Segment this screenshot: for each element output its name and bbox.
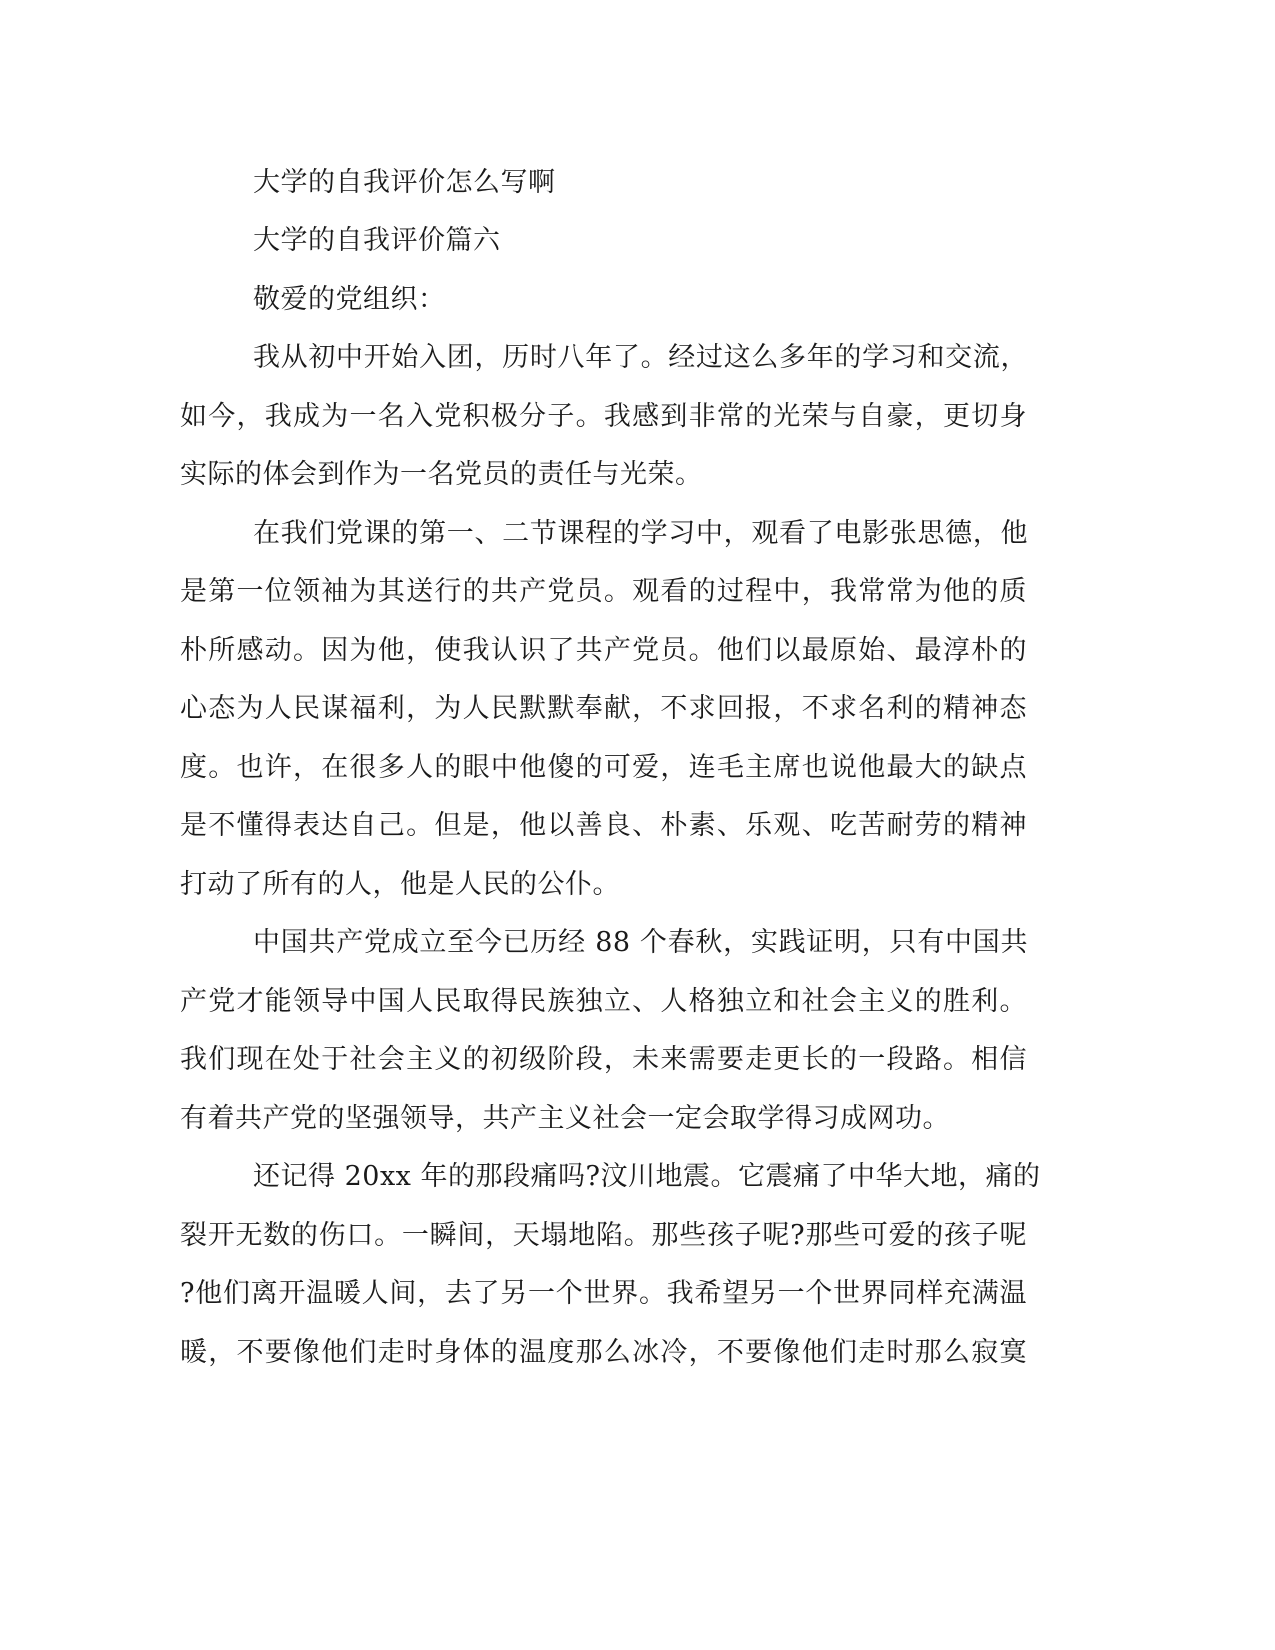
document-subtitle: 大学的自我评价篇六 xyxy=(253,225,501,256)
paragraph-line: 还记得 20xx 年的那段痛吗?汶川地震。它震痛了中华大地，痛的 xyxy=(253,1161,1041,1192)
document-title: 大学的自我评价怎么写啊 xyxy=(253,167,556,198)
paragraph-line: 是不懂得表达自己。但是，他以善良、朴素、乐观、吃苦耐劳的精神 xyxy=(180,810,1027,841)
paragraph-line: 朴所感动。因为他，使我认识了共产党员。他们以最原始、最淳朴的 xyxy=(180,635,1027,666)
paragraph-line: 是第一位领袖为其送行的共产党员。观看的过程中，我常常为他的质 xyxy=(180,576,1027,607)
paragraph-line: 我从初中开始入团，历时八年了。经过这么多年的学习和交流， xyxy=(253,342,1028,373)
paragraph-line: ?他们离开温暖人间，去了另一个世界。我希望另一个世界同样充满温 xyxy=(180,1278,1027,1309)
paragraph-line: 打动了所有的人，他是人民的公仆。 xyxy=(180,869,620,900)
paragraph-line: 实际的体会到作为一名党员的责任与光荣。 xyxy=(180,459,703,490)
paragraph-line: 我们现在处于社会主义的初级阶段，未来需要走更长的一段路。相信 xyxy=(180,1044,1027,1075)
paragraph-line: 在我们党课的第一、二节课程的学习中，观看了电影张思德，他 xyxy=(253,518,1028,549)
paragraph-line: 裂开无数的伤口。一瞬间，天塌地陷。那些孩子呢?那些可爱的孩子呢 xyxy=(180,1220,1027,1251)
paragraph-line: 有着共产党的坚强领导，共产主义社会一定会取学得习成网功。 xyxy=(180,1103,950,1134)
paragraph-line: 产党才能领导中国人民取得民族独立、人格独立和社会主义的胜利。 xyxy=(180,986,1027,1017)
paragraph-line: 暖，不要像他们走时身体的温度那么冰冷，不要像他们走时那么寂寞 xyxy=(180,1337,1027,1368)
paragraph-line: 度。也许，在很多人的眼中他傻的可爱，连毛主席也说他最大的缺点 xyxy=(180,752,1027,783)
paragraph-line: 如今，我成为一名入党积极分子。我感到非常的光荣与自豪，更切身 xyxy=(180,401,1027,432)
paragraph-line: 中国共产党成立至今已历经 88 个春秋，实践证明，只有中国共 xyxy=(253,927,1028,958)
salutation: 敬爱的党组织： xyxy=(253,284,446,315)
paragraph-line: 心态为人民谋福利，为人民默默奉献，不求回报，不求名利的精神态 xyxy=(180,693,1027,724)
